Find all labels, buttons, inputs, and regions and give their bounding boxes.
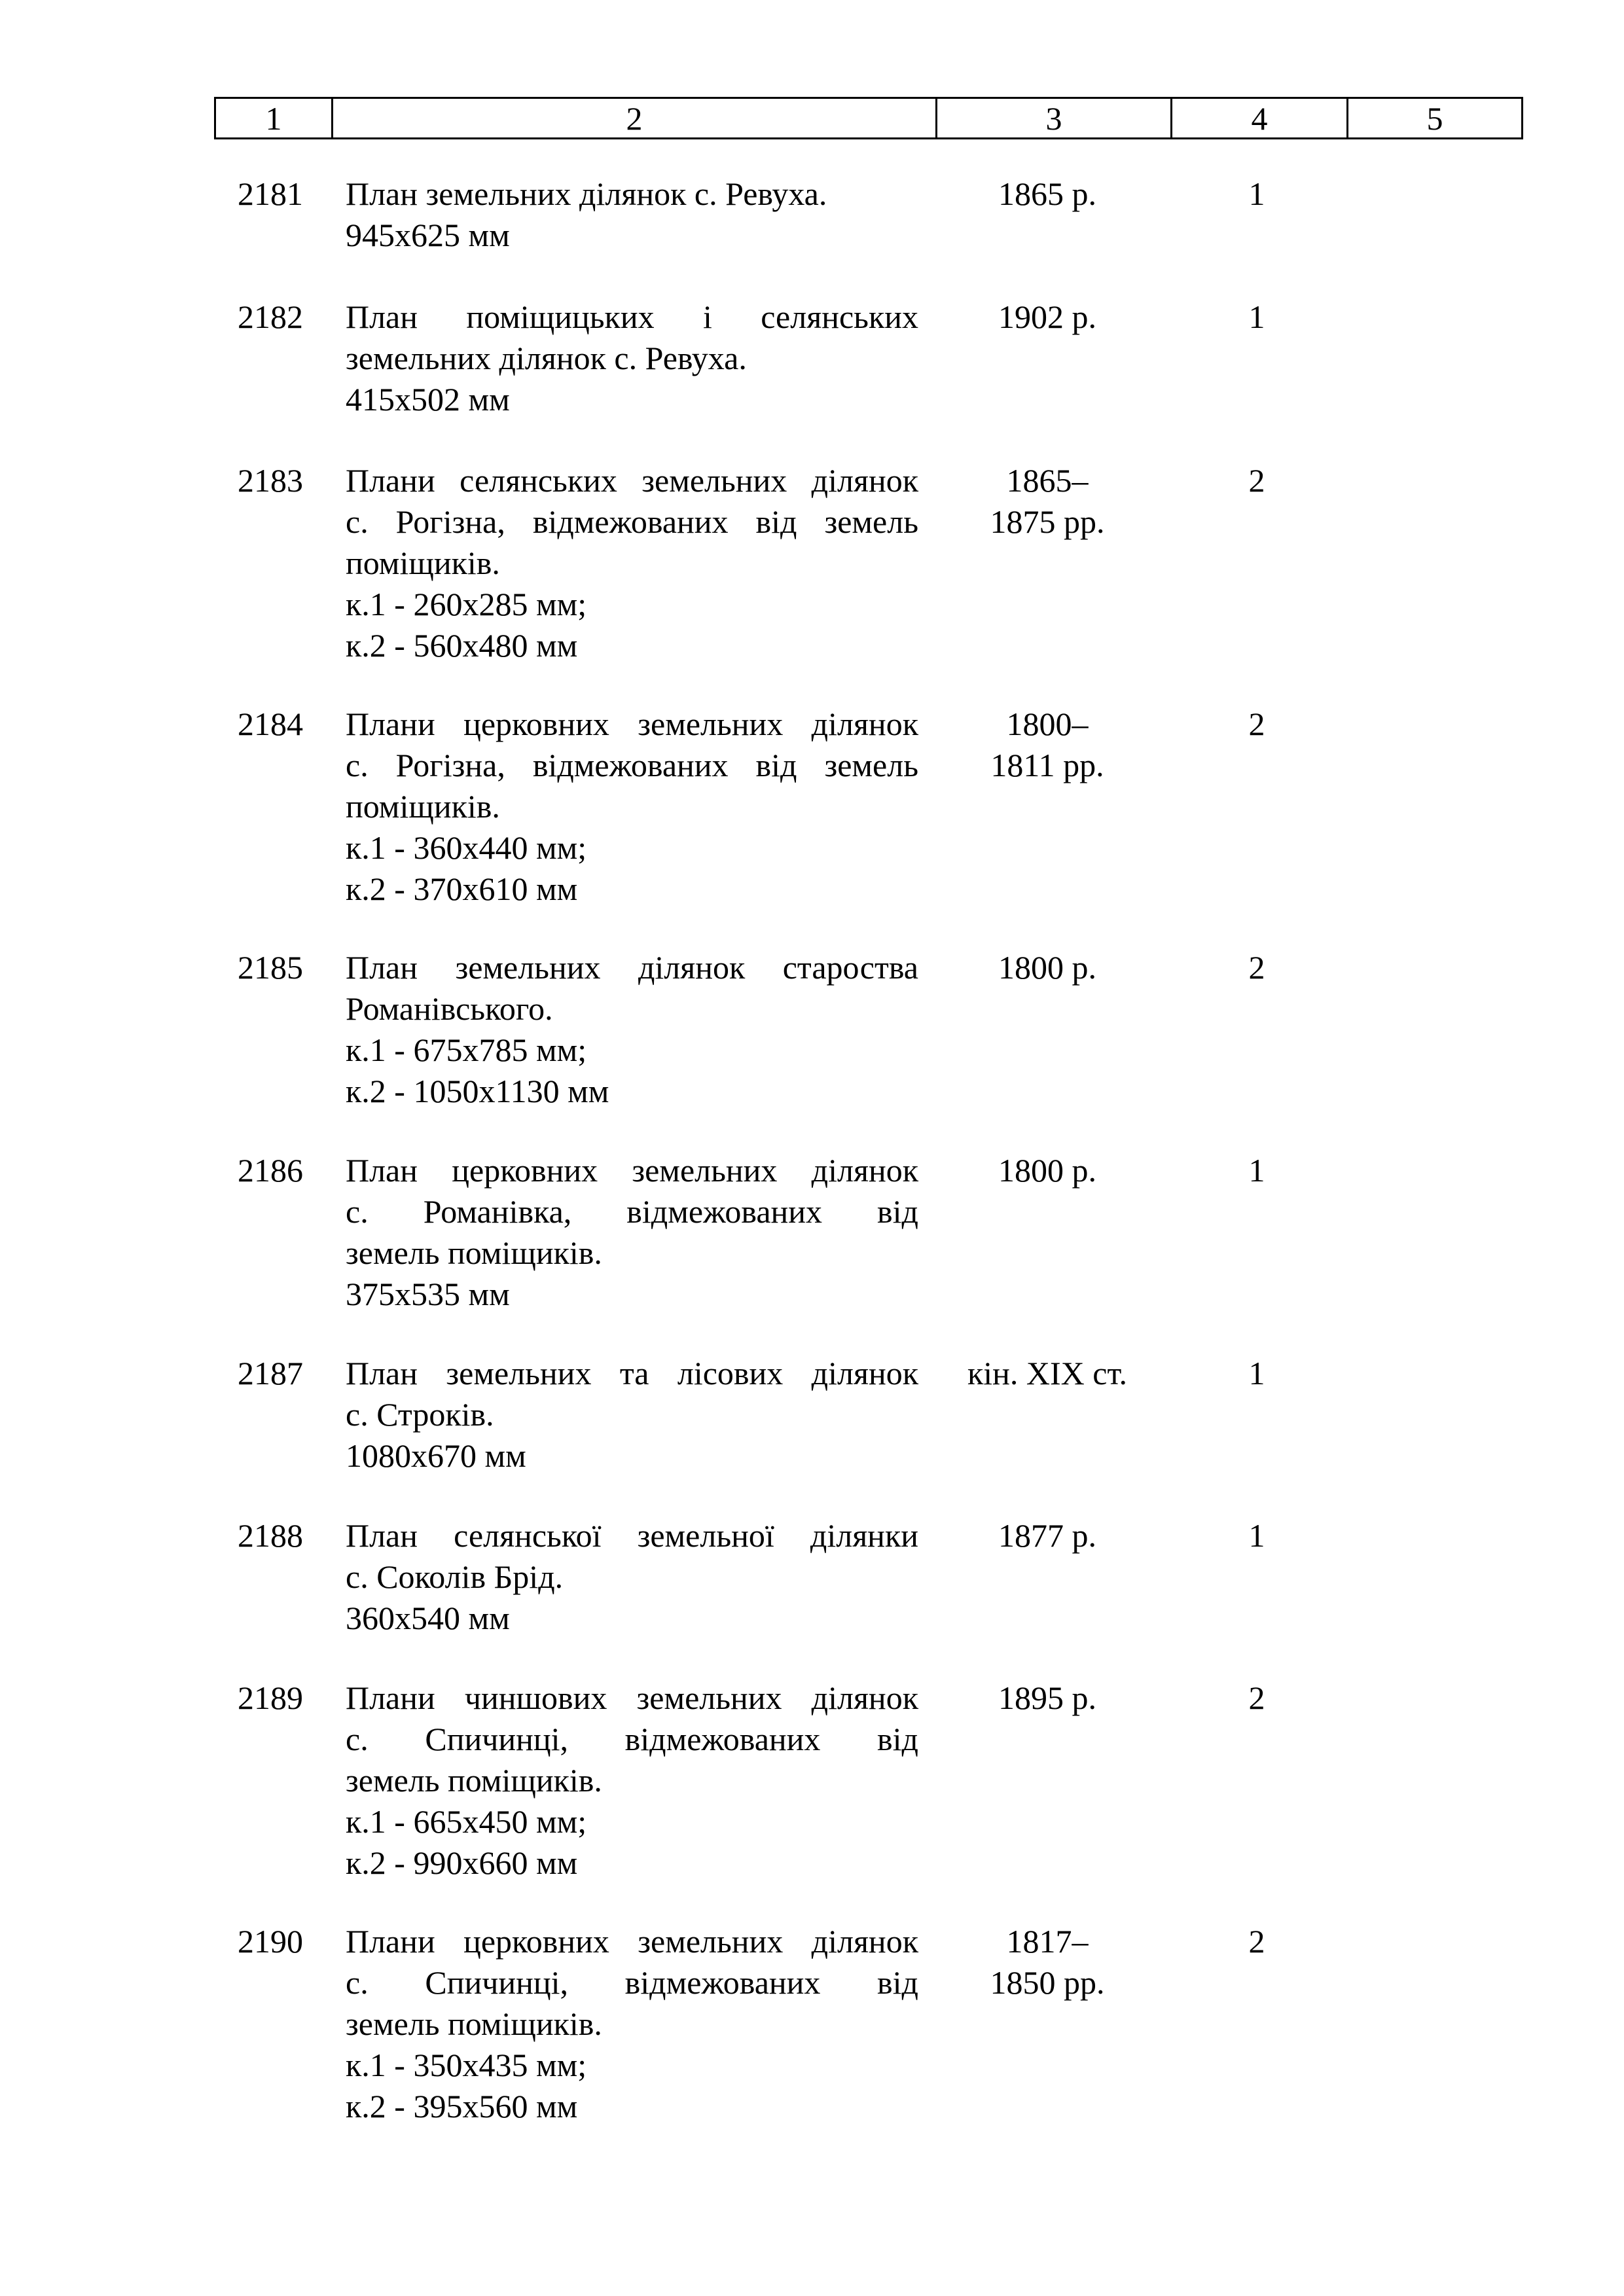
description-line: с. Рогізна, відмежованих від земель	[346, 747, 918, 783]
entry-number: 2189	[238, 1679, 303, 1716]
entry-sheet-count: 1	[1248, 175, 1265, 212]
date-line: 1895 р.	[998, 1679, 1096, 1716]
entry-description	[346, 460, 918, 666]
description-line: с. Соколів Брід.	[346, 1558, 564, 1595]
entry-date	[943, 1921, 1152, 2003]
entry-sheet-count: 1	[1248, 298, 1265, 335]
entry-description	[346, 704, 918, 910]
entry-sheet-count: 1	[1248, 1517, 1265, 1554]
date-line: кін. ХІХ ст.	[967, 1355, 1128, 1391]
entry-description	[346, 1677, 918, 1884]
entry-sheet-count: 2	[1248, 1679, 1265, 1716]
description-line: к.1 - 260х285 мм;	[346, 586, 587, 622]
description-line: 945х625 мм	[346, 217, 510, 253]
date-line: 1811 рр.	[990, 747, 1104, 783]
entry-sheet-count: 1	[1248, 1152, 1265, 1189]
description-line: Романівського.	[346, 990, 553, 1027]
description-line: 1080х670 мм	[346, 1437, 526, 1474]
entry-number: 2187	[238, 1355, 303, 1391]
description-line: с. Спичинці, відмежованих від	[346, 1721, 918, 1757]
date-line: 1800–	[1006, 706, 1089, 742]
entry-sheet-count: 2	[1248, 949, 1265, 986]
entry-description	[346, 1515, 918, 1639]
entry-number: 2184	[238, 706, 303, 742]
entry-number: 2181	[238, 175, 303, 212]
description-line: к.2 - 990х660 мм	[346, 1844, 578, 1881]
description-line: Плани церковних земельних ділянок	[346, 706, 918, 742]
entry-date	[943, 947, 1152, 988]
entry-number: 2185	[238, 949, 303, 986]
entry-sheet-count: 1	[1248, 1355, 1265, 1391]
entry-description	[346, 1921, 918, 2127]
date-line: 1902 р.	[998, 298, 1096, 335]
description-line: с. Романівка, відмежованих від	[346, 1193, 918, 1230]
entry-description	[346, 296, 918, 420]
description-line: поміщиків.	[346, 788, 500, 825]
description-line: План поміщицьких і селянських	[346, 298, 918, 335]
entry-sheet-count: 2	[1248, 1923, 1265, 1960]
entry-number: 2190	[238, 1923, 303, 1960]
description-line: Плани церковних земельних ділянок	[346, 1923, 918, 1960]
entry-number: 2186	[238, 1152, 303, 1189]
description-line: 360х540 мм	[346, 1600, 510, 1636]
column-3-number: 3	[937, 98, 1172, 139]
description-line: 415х502 мм	[346, 381, 510, 418]
description-line: с. Спичинці, відмежованих від	[346, 1964, 918, 2001]
entry-description	[346, 1150, 918, 1315]
description-line: к.2 - 560х480 мм	[346, 627, 578, 664]
description-line: 375х535 мм	[346, 1276, 510, 1312]
description-line: к.1 - 665х450 мм;	[346, 1803, 587, 1840]
entry-sheet-count: 2	[1248, 462, 1265, 499]
description-line: к.1 - 675х785 мм;	[346, 1031, 587, 1068]
description-line: к.2 - 370х610 мм	[346, 870, 578, 907]
description-line: План земельних та лісових ділянок	[346, 1355, 918, 1391]
date-line: 1800 р.	[998, 949, 1096, 986]
entry-description	[346, 947, 918, 1112]
entry-description	[346, 173, 918, 256]
entry-date	[943, 296, 1152, 338]
entry-date	[943, 173, 1152, 215]
entry-number: 2188	[238, 1517, 303, 1554]
entry-date	[943, 1515, 1152, 1556]
description-line: Плани селянських земельних ділянок	[346, 462, 918, 499]
entry-sheet-count: 2	[1248, 706, 1265, 742]
date-line: 1800 р.	[998, 1152, 1096, 1189]
description-line: с. Строків.	[346, 1396, 494, 1433]
description-line: земель поміщиків.	[346, 1762, 602, 1799]
date-line: 1850 рр.	[990, 1964, 1105, 2001]
column-5-number: 5	[1348, 98, 1523, 139]
entry-date	[943, 1677, 1152, 1719]
description-line: к.2 - 1050х1130 мм	[346, 1073, 609, 1109]
description-line: земельних ділянок с. Ревуха.	[346, 340, 747, 376]
entry-number: 2182	[238, 298, 303, 335]
description-line: с. Рогізна, відмежованих від земель	[346, 503, 918, 540]
entry-description	[346, 1353, 918, 1477]
description-line: к.2 - 395х560 мм	[346, 2088, 578, 2125]
description-line: земель поміщиків.	[346, 1234, 602, 1271]
date-line: 1865–	[1006, 462, 1089, 499]
description-line: поміщиків.	[346, 545, 500, 581]
column-2-number: 2	[333, 98, 937, 139]
description-line: План земельних ділянок староства	[346, 949, 918, 986]
entry-date	[943, 1353, 1152, 1394]
column-4-number: 4	[1172, 98, 1348, 139]
date-line: 1817–	[1006, 1923, 1089, 1960]
description-line: земель поміщиків.	[346, 2005, 602, 2042]
description-line: План церковних земельних ділянок	[346, 1152, 918, 1189]
entry-date	[943, 460, 1152, 543]
description-line: План селянської земельної ділянки	[346, 1517, 918, 1554]
date-line: 1865 р.	[998, 175, 1096, 212]
entry-number: 2183	[238, 462, 303, 499]
description-line: к.1 - 350х435 мм;	[346, 2047, 587, 2083]
entry-date	[943, 1150, 1152, 1191]
column-1-number: 1	[215, 98, 333, 139]
description-line: Плани чиншових земельних ділянок	[346, 1679, 918, 1716]
date-line: 1877 р.	[998, 1517, 1096, 1554]
description-line: План земельних ділянок с. Ревуха.	[346, 175, 827, 212]
date-line: 1875 рр.	[990, 503, 1105, 540]
description-line: к.1 - 360х440 мм;	[346, 829, 587, 866]
entry-date	[943, 704, 1152, 786]
